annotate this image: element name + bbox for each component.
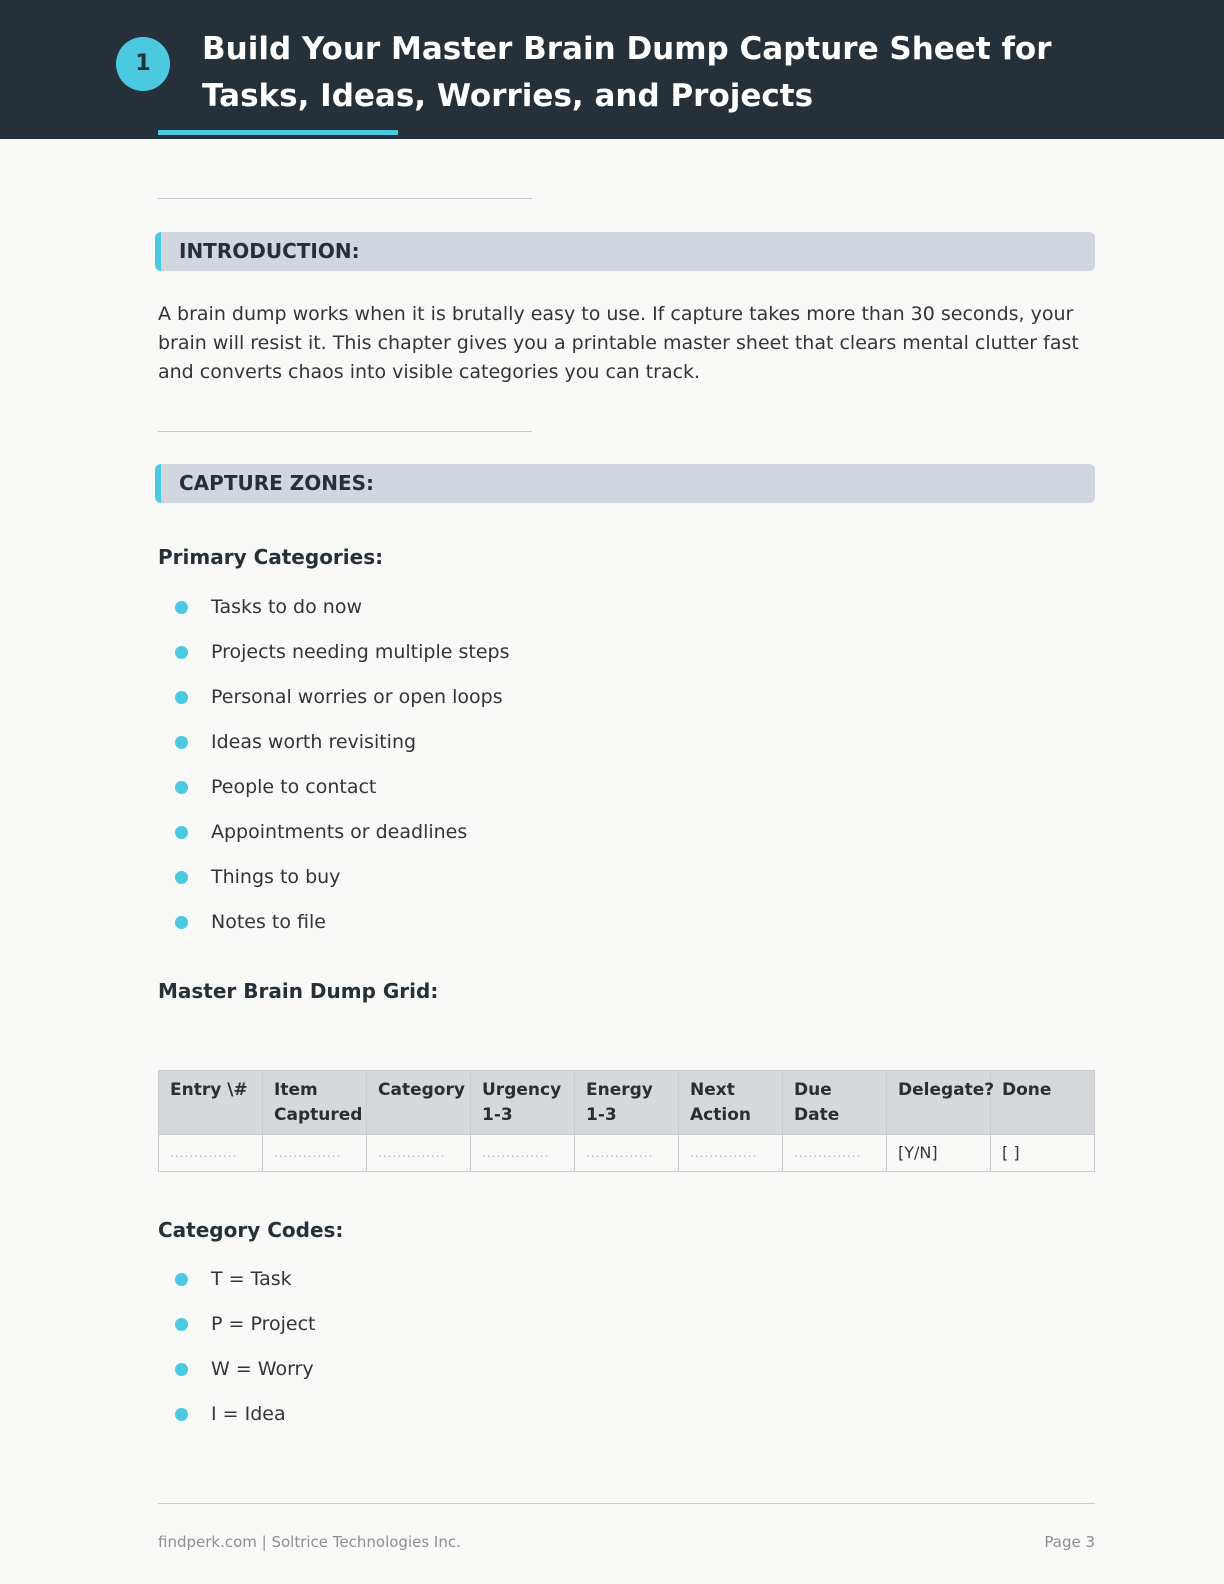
capture-zones-heading-bar — [155, 464, 1095, 503]
grid-heading: Master Brain Dump Grid: — [158, 979, 439, 1003]
column-header: Category — [367, 1071, 471, 1135]
list-item: Ideas worth revisiting — [158, 727, 758, 772]
column-header: Urgency 1-3 — [471, 1071, 575, 1135]
list-item: Projects needing multiple steps — [158, 637, 758, 682]
primary-categories-heading: Primary Categories: — [158, 545, 384, 569]
introduction-heading: INTRODUCTION: — [179, 239, 360, 263]
section-divider — [158, 431, 532, 432]
list-item: People to contact — [158, 772, 758, 817]
chapter-title: Build Your Master Brain Dump Capture Sheet for Tasks, Ideas, Worries, and Projects — [202, 31, 1052, 114]
table-cell: .............. — [783, 1135, 887, 1172]
chapter-number-badge: 1 — [116, 37, 170, 91]
table-cell: .............. — [575, 1135, 679, 1172]
table-cell: .............. — [471, 1135, 575, 1172]
list-item: Things to buy — [158, 862, 758, 907]
footer-divider — [158, 1503, 1095, 1504]
column-header: Due Date — [783, 1071, 887, 1135]
list-item: Notes to file — [158, 907, 758, 952]
list-item: I = Idea — [158, 1399, 758, 1444]
section-divider — [158, 198, 532, 199]
table-cell: .............. — [263, 1135, 367, 1172]
column-header: Done — [991, 1071, 1095, 1135]
list-item: Personal worries or open loops — [158, 682, 758, 727]
table-cell: .............. — [159, 1135, 263, 1172]
capture-zones-heading: CAPTURE ZONES: — [179, 471, 375, 495]
table-header-row — [159, 1071, 1095, 1135]
introduction-heading-bar — [155, 232, 1095, 271]
list-item: Tasks to do now — [158, 592, 758, 637]
list-item: W = Worry — [158, 1354, 758, 1399]
list-item: T = Task — [158, 1264, 758, 1309]
introduction-text: A brain dump works when it is brutally easy to use. If capture takes more than 30 seconds, your brain will resist it. This chapter gives you a printable master sheet that clears mental clutter fast and converts chaos into visible categories you can track. — [158, 303, 1079, 383]
table-cell: [ ] — [991, 1135, 1095, 1172]
list-item: Appointments or deadlines — [158, 817, 758, 862]
category-codes-list — [158, 1264, 758, 1444]
list-item: P = Project — [158, 1309, 758, 1354]
master-brain-dump-grid — [158, 1070, 1095, 1172]
column-header: Energy 1-3 — [575, 1071, 679, 1135]
chapter-header — [0, 0, 1224, 139]
page-number: Page 3 — [1044, 1533, 1095, 1551]
footer-publisher: findperk.com | Soltrice Technologies Inc. — [158, 1533, 461, 1551]
title-accent-underline — [158, 130, 398, 135]
column-header: Delegate? — [887, 1071, 991, 1135]
column-header: Next Action — [679, 1071, 783, 1135]
column-header: Entry \# — [159, 1071, 263, 1135]
table-row — [159, 1135, 1095, 1172]
category-codes-heading: Category Codes: — [158, 1218, 344, 1242]
table-cell: .............. — [367, 1135, 471, 1172]
column-header: Item Captured — [263, 1071, 367, 1135]
primary-categories-list — [158, 592, 758, 952]
table-cell: [Y/N] — [887, 1135, 991, 1172]
table-cell: .............. — [679, 1135, 783, 1172]
